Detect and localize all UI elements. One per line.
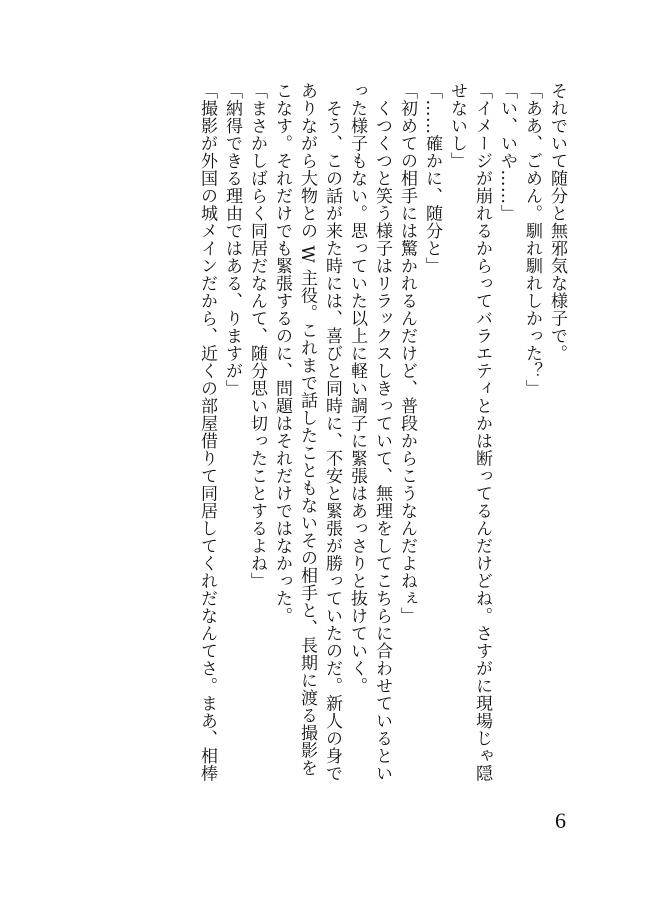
- text-line: こなす。それだけでも緊張するのに、問題はそれだけではなかった。: [272, 82, 292, 625]
- vertical-text-body: [194, 82, 569, 802]
- text-line: くつくつと笑う様子はリラックスしきっていて、無理をしてこちらに合わせているとい: [372, 82, 392, 782]
- text-line: 「ああ、ごめん。馴れ馴れしかった？」: [522, 82, 542, 397]
- text-line: そう、この話が来た時には、喜びと同時に、不安と緊張が勝っていたのだ。新人の身で: [322, 82, 342, 782]
- text-line: 「……確かに、随分と」: [422, 82, 442, 275]
- text-line: 「撮影が外国の城メインだから、近くの部屋借りて同居してくれだなんてさ。まあ、相棒: [197, 82, 217, 782]
- page-number: 6: [555, 808, 566, 833]
- text-line: 「初めての相手には驚かれるんだけど、普段からこうなんだよねぇ」: [397, 82, 417, 625]
- text-line: 「納得できる理由ではある、りますが」: [222, 82, 242, 397]
- text-line: 「まさかしばらく同居だなんて、随分思い切ったことするよね」: [247, 82, 267, 590]
- text-line: 「イメージが崩れるからってバラエティとかは断ってるんだけどね。さすがに現場じゃ隠: [472, 82, 492, 782]
- text-line: 「い、いや……」: [497, 82, 517, 222]
- text-line: それでいて随分と無邪気な様子で。: [547, 82, 567, 362]
- text-line: った様子もない。思っていた以上に軽い調子に緊張はあっさりと抜けていく。: [347, 82, 367, 695]
- text-line: せないし」: [447, 82, 467, 170]
- text-line: ありながら大物との W 主役。これまで話したこともないその相手と、長期に渡る撮影を: [297, 82, 317, 777]
